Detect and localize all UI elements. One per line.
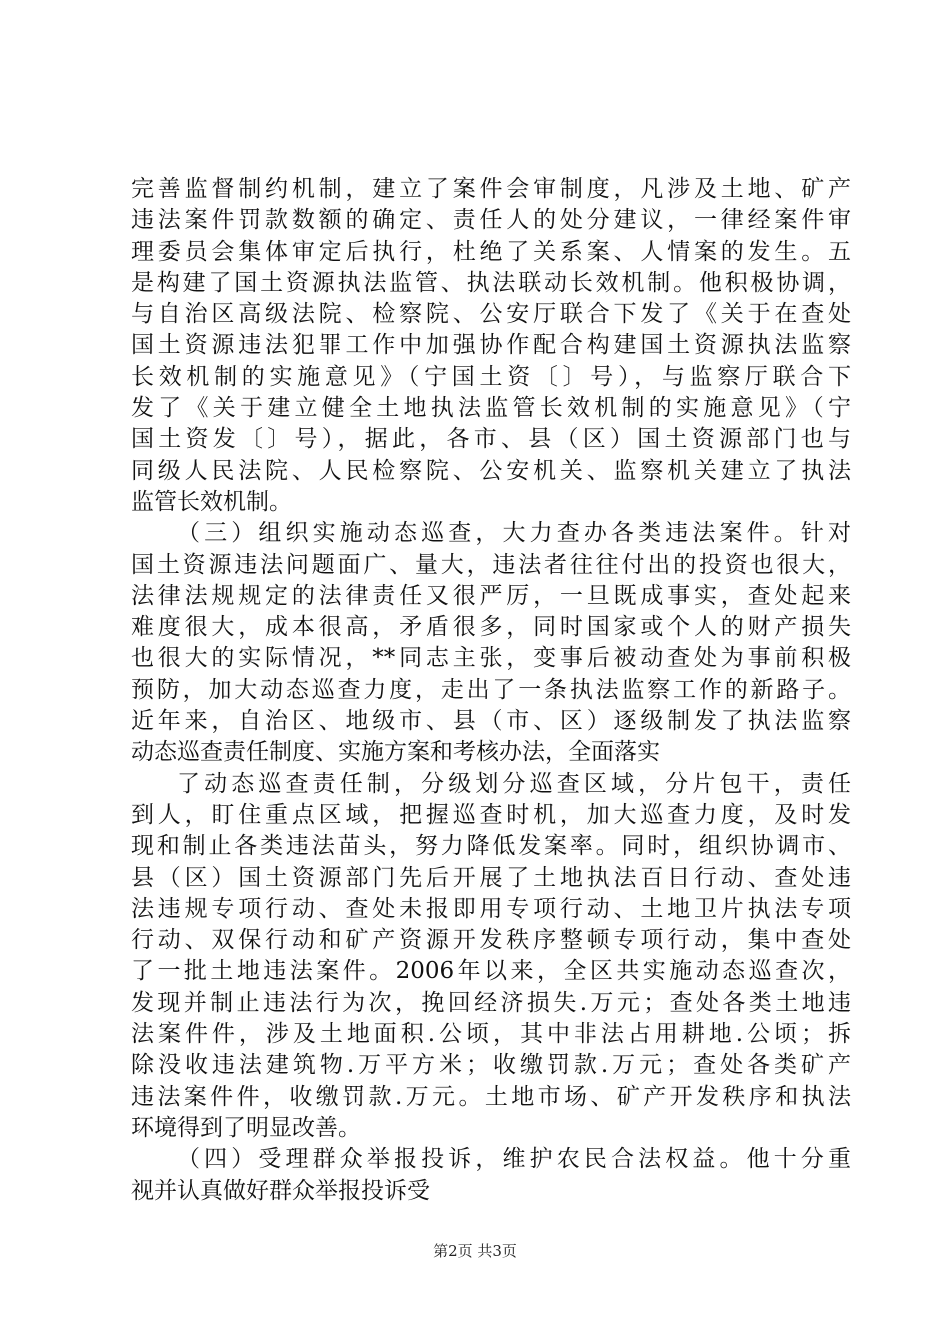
text-line: 国土资发〔〕号），据此，各市、县（区）国土资源部门也与 xyxy=(131,426,851,453)
text-line: 行动、双保行动和矿产资源开发秩序整顿专项行动，集中查处 xyxy=(131,927,851,954)
text-line: 是构建了国土资源执法监管、执法联动长效机制。他积极协调， xyxy=(131,269,851,296)
text-line: 法律法规规定的法律责任又很严厉，一旦既成事实，查处起来 xyxy=(131,582,851,609)
text-line: 国土资源违法犯罪工作中加强协作配合构建国土资源执法监察 xyxy=(131,332,851,359)
text-line: 违法案件罚款数额的确定、责任人的处分建议，一律经案件审 xyxy=(131,207,851,234)
text-line: （三）组织实施动态巡查，大力查办各类违法案件。针对 xyxy=(177,520,851,547)
text-line: 违法案件件，收缴罚款.万元。土地市场、矿产开发秩序和执法 xyxy=(131,1083,851,1110)
text-line: 发现并制止违法行为次，挽回经济损失.万元；查处各类土地违 xyxy=(131,989,851,1016)
text-line: 发了《关于建立健全土地执法监管长效机制的实施意见》（宁 xyxy=(131,395,851,422)
text-line: （四）受理群众举报投诉，维护农民合法权益。他十分重 xyxy=(177,1146,851,1173)
text-line: 到人，盯住重点区域，把握巡查时机，加大巡查力度，及时发 xyxy=(131,801,851,828)
text-line: 长效机制的实施意见》（宁国土资〔〕号），与监察厅联合下 xyxy=(131,363,851,390)
text-line: 近年来，自治区、地级市、县（市、区）逐级制发了执法监察 xyxy=(131,708,851,735)
text-line: 了一批土地违法案件。2006年以来，全区共实施动态巡查次， xyxy=(131,958,851,985)
page-footer: 第2页 共3页 xyxy=(433,1242,517,1260)
text-line: 也很大的实际情况，**同志主张，变事后被动查处为事前积极 xyxy=(131,645,851,672)
body-text xyxy=(131,174,851,1207)
text-line: 完善监督制约机制，建立了案件会审制度，凡涉及土地、矿产 xyxy=(131,176,851,202)
text-line: 预防，加大动态巡查力度，走出了一条执法监察工作的新路子。 xyxy=(131,676,851,703)
text-line: 国土资源违法问题面广、量大，违法者往往付出的投资也很大， xyxy=(131,551,851,578)
text-line: 现和制止各类违法苗头，努力降低发案率。同时，组织协调市、 xyxy=(131,833,851,860)
text-line: 难度很大，成本很高，矛盾很多，同时国家或个人的财产损失 xyxy=(131,614,851,641)
text-line: 同级人民法院、人民检察院、公安机关、监察机关建立了执法 xyxy=(131,457,851,484)
text-line: 法违规专项行动、查处未报即用专项行动、土地卫片执法专项 xyxy=(131,895,851,922)
text-line: 法案件件，涉及土地面积.公顷，其中非法占用耕地.公顷；拆 xyxy=(131,1021,851,1048)
text-line: 动态巡查责任制度、实施方案和考核办法，全面落实 xyxy=(131,739,660,766)
text-line: 与自治区高级法院、检察院、公安厅联合下发了《关于在查处 xyxy=(131,301,851,328)
text-line: 监管长效机制。 xyxy=(131,488,292,515)
text-line: 视并认真做好群众举报投诉受 xyxy=(131,1177,430,1204)
text-line: 了动态巡查责任制，分级划分巡查区域，分片包干，责任 xyxy=(177,770,851,797)
text-line: 理委员会集体审定后执行，杜绝了关系案、人情案的发生。五 xyxy=(131,238,851,265)
text-line: 环境得到了明显改善。 xyxy=(131,1114,361,1141)
text-line: 县（区）国土资源部门先后开展了土地执法百日行动、查处违 xyxy=(131,864,851,891)
text-line: 除没收违法建筑物.万平方米；收缴罚款.万元；查处各类矿产 xyxy=(131,1052,851,1079)
